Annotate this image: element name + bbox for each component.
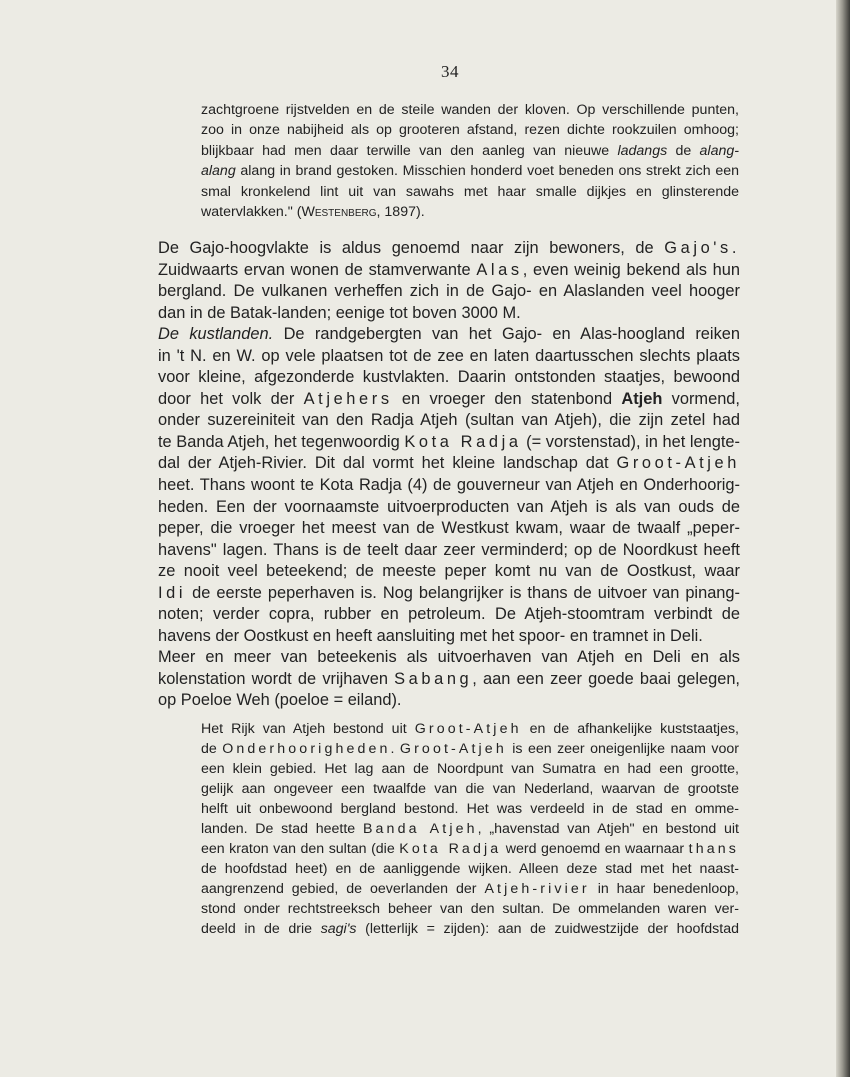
spaced-term: Onderhoorigheden <box>222 740 391 757</box>
text-line <box>158 453 740 475</box>
text-line <box>158 583 740 605</box>
quote-line <box>201 141 739 161</box>
note-line <box>201 820 739 840</box>
text-line <box>158 238 740 260</box>
paragraph-gajo <box>158 238 740 324</box>
text-line: in 't N. en W. op vele plaatsen tot de zee en laten daartusschen slechts plaats <box>158 346 740 365</box>
text-line <box>158 389 740 411</box>
text: landen. De stad heette <box>201 820 363 837</box>
text: aangrenzend gebied, de oeverlanden der <box>201 880 485 897</box>
spaced-term: Gajo's. <box>664 239 740 257</box>
text: in haar benedenloop, <box>589 880 739 897</box>
text-line: peper, die vroeger het meest van de Westkust kwam, waar de twaalf „peper- <box>158 519 740 538</box>
text-line: bergland. De vulkanen verheffen zich in de Gajo- en Alaslanden veel hooger <box>158 282 740 301</box>
text-line: heden. Een der voornaamste uitvoerproducten van Atjeh is als van ouds de <box>158 497 740 516</box>
text: werd genoemd en waarnaar <box>501 840 689 857</box>
page-number: 34 <box>441 62 459 81</box>
text-line: heet. Thans woont te Kota Radja (4) de gouverneur van Atjeh en Onderhoorig- <box>158 476 740 495</box>
section-heading: De kustlanden. <box>158 325 274 344</box>
text: door het volk der <box>158 389 304 408</box>
text: De randgebergten van het Gajo- en Alas-hoogland reiken <box>273 325 740 344</box>
spaced-term: Atjeh-rivier <box>484 880 590 897</box>
note-block <box>201 720 739 939</box>
text: vormend, <box>662 389 740 408</box>
note-line <box>201 740 739 760</box>
text: Zuidwaarts ervan wonen de stamverwante <box>158 260 477 279</box>
note-line: gelijk aan ongeveer een twaalfde van die van Nederland, waarvan de grootste <box>201 780 739 797</box>
spaced-term: Groot-Atjeh <box>414 721 522 737</box>
spaced-term: Groot-Atjeh <box>399 740 507 757</box>
note-line: helft uit onbewoond bergland bestond. Het was verdeeld in de stad en omme- <box>201 800 739 817</box>
note-line: de hoofdstad heet) en de aanliggende wijken. Alleen deze stad met het naast- <box>201 860 739 877</box>
quote-author: Westenberg <box>301 204 377 221</box>
text-line <box>158 669 740 691</box>
quote-italic-term: alang <box>201 163 236 180</box>
text: te Banda Atjeh, het tegenwoordig <box>158 432 405 451</box>
text-line: op Poeloe Weh (poeloe = eiland). <box>158 691 402 710</box>
text-line: havens" lagen. Thans is de teelt daar zeer verminderd; op de Noordkust heeft <box>158 540 740 559</box>
text-line <box>158 324 740 346</box>
text-line: havens der Oostkust en heeft aansluiting met het spoor- en tramnet in Deli. <box>158 626 703 645</box>
bold-term: Atjeh <box>621 389 663 408</box>
spaced-term: Sabang <box>394 669 473 688</box>
spaced-term: Groot-Atjeh <box>616 454 740 473</box>
spaced-term: Kota Radja <box>399 840 502 857</box>
text: (= vorstenstad), in het lengte- <box>521 432 741 451</box>
main-text <box>158 238 740 712</box>
quote-line: smal kronkelend lint uit van sawahs met haar smalle dijkjes en glinsterende <box>201 183 739 200</box>
text-line: ze nooit veel beteekend; de meeste peper komt nu van de Oostkust, waar <box>158 562 740 581</box>
quote-line: zachtgroene rijstvelden en de steile wanden der kloven. Op verschillende punten, <box>201 102 739 118</box>
text: De Gajo-hoogvlakte is aldus genoemd naar zijn bewoners, de <box>158 239 665 257</box>
spaced-term: Idi <box>158 583 187 602</box>
text-line: voor kleine, afgezonderde kustvlakten. Daarin ontstonden staatjes, bewoond <box>158 368 740 387</box>
text: een kraton van den sultan (die <box>201 840 400 857</box>
text-line: dan in de Batak-landen; eenige tot boven 3000 M. <box>158 303 521 322</box>
spaced-term: Kota Radja <box>404 432 522 451</box>
spaced-term: thans <box>688 840 739 857</box>
text-line: noten; verder copra, rubber en petroleum. De Atjeh-stoomtram verbindt de <box>158 605 740 624</box>
text: dal der Atjeh-Rivier. Dit dal vormt het kleine landschap dat <box>158 454 617 473</box>
quote-text: alang in brand gestoken. Misschien honderd voet beneden ons strekt zich een <box>240 163 739 180</box>
note-line <box>201 880 739 900</box>
note-line: stond onder rechtstreeksch beheer van den sultan. De ommelanden waren ver- <box>201 900 739 917</box>
paragraph-kustlanden <box>158 324 740 647</box>
text: (letterlijk = zijden): aan de zuidwestzijde der hoofdstad <box>356 920 739 937</box>
text: en de afhankelijke kuststaatjes, <box>521 721 739 737</box>
note-line <box>201 920 739 940</box>
text-line <box>158 432 740 454</box>
quote-text: de <box>667 142 700 159</box>
quote-text: blijkbaar had men daar terwille van den aanleg van nieuwe <box>201 142 618 159</box>
text-line: onder suzereiniteit van den Radja Atjeh (sultan van Atjeh), die zijn zetel had <box>158 411 740 430</box>
quote-line <box>201 161 739 181</box>
text: Het Rijk van Atjeh bestond uit <box>201 721 415 737</box>
text: en vroeger den statenbond <box>392 389 622 408</box>
text: . <box>390 740 400 757</box>
note-line: een klein gebied. Het lag aan de Noordpunt van Sumatra en had een grootte, <box>201 760 739 777</box>
text-line <box>158 260 740 282</box>
spaced-term: Atjehers <box>303 389 393 408</box>
quote-block <box>201 100 739 222</box>
text: , „havenstad van Atjeh" en bestond uit <box>477 820 740 837</box>
quote-italic-term: alang- <box>699 142 739 159</box>
text-line: Meer en meer van beteekenis als uitvoerhaven van Atjeh en Deli en als <box>158 648 740 667</box>
text: kolenstation wordt de vrijhaven <box>158 669 395 688</box>
text: , aan een zeer goede baai gelegen, <box>472 669 740 688</box>
quote-line: zoo in onze nabijheid als op grooteren afstand, rezen dichte rookzuilen omhoog; <box>201 122 739 139</box>
italic-term: sagi's <box>320 920 357 937</box>
text: de <box>201 740 223 757</box>
text: , even weinig bekend als hun <box>522 260 740 279</box>
book-spine-edge <box>836 0 850 1077</box>
text: deeld in de drie <box>201 920 321 937</box>
spaced-term: Alas <box>476 260 523 279</box>
quote-line <box>201 202 739 222</box>
spaced-term: Banda Atjeh <box>362 820 478 837</box>
text: is een zeer oneigenlijke naam voor <box>506 740 739 757</box>
paragraph-sabang <box>158 647 740 712</box>
quote-italic-term: ladangs <box>617 142 668 159</box>
quote-text: watervlakken." ( <box>201 204 302 221</box>
text: de eerste peperhaven is. Nog belangrijker is thans de uitvoer van pinang- <box>186 583 740 602</box>
quote-year: , 1897). <box>376 204 425 221</box>
note-line <box>201 720 739 740</box>
note-line <box>201 840 739 860</box>
